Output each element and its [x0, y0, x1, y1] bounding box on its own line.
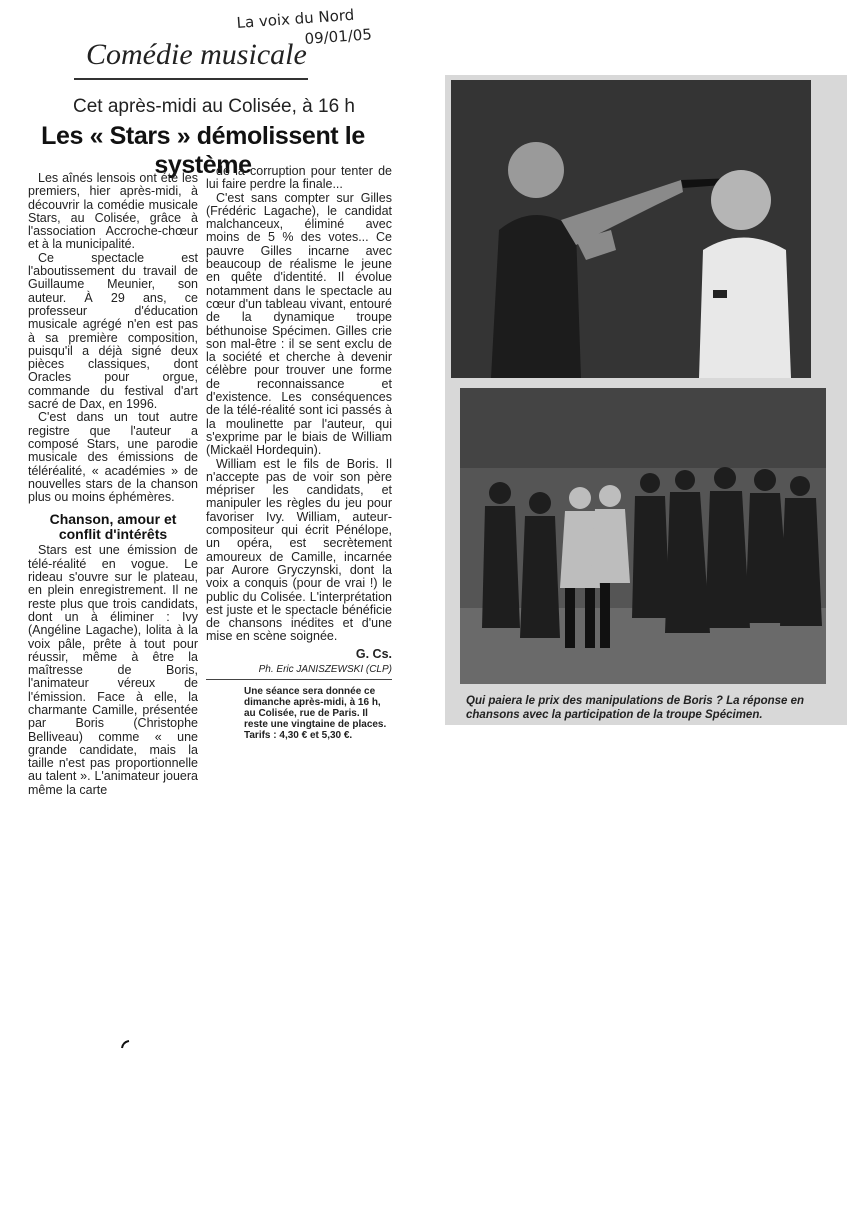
- article-column-1: [28, 172, 198, 797]
- stage-photo-troupe: [460, 388, 826, 684]
- stray-mark: [121, 1040, 130, 1049]
- paragraph: William est le fils de Boris. Il n'accepte pas de voir son père mépriser les candidats, et manipuler les règles du jeu pour favoriser Ivy. William, auteur-compositeur qui écrit Pénélope, un opéra, est secrètement amoureux de Camille, incarnée par Aurore Gryczynski, dont la voix a conquis (pour de vrai !) le public du Colisée. L'interprétation est juste et le spectacle bénéficie de chansons inédites et d'une mise en scène soignée.: [206, 456, 392, 644]
- paragraph: C'est dans un tout autre registre que l'auteur a composé Stars, une parodie musicale des émissions de téléréalité, « académies » de nouvelles stars de la chanson plus ou moins éphémères.: [28, 410, 198, 505]
- paragraph: Ce spectacle est l'aboutissement du travail de Guillaume Meunier, son auteur. À 29 ans, ce professeur d'éducation musicale agrégé n'en est pas à sa première composition, puisqu'il a déjà signé deux pièces classiques, dont Oracles pour orgue, commande du festival d'art sacré de Dax, en 1996.: [28, 250, 198, 412]
- stage-photo-duo: [451, 80, 811, 378]
- practical-info: Une séance sera donnée ce dimanche après-midi, à 16 h, au Colisée, rue de Paris. Il reste une vingtaine de places. Tarifs : 4,30 € et 5,30 €.: [244, 686, 387, 742]
- paragraph: Les aînés lensois ont été les premiers, hier après-midi, à découvrir la comédie musicale Stars, au Colisée, grâce à l'association Accroche-chœur et à la municipalité.: [28, 171, 198, 252]
- paragraph: de la corruption pour tenter de lui faire perdre la finale...: [206, 164, 392, 192]
- section-rubric: Comédie musicale: [86, 38, 307, 71]
- article-subhead: Chanson, amour et conflit d'intérêts: [49, 511, 177, 543]
- article-kicker: Cet après-midi au Colisée, à 16 h: [73, 96, 355, 117]
- photo-caption: Qui paiera le prix des manipulations de Boris ? La réponse en chansons avec la participation de la troupe Spécimen.: [466, 695, 805, 721]
- article-headline: Les « Stars » démolissent le système: [41, 122, 365, 179]
- paragraph: Stars est une émission de télé-réalité en vogue. Le rideau s'ouvre sur le plateau, en plein enregistrement. Il ne reste plus que trois candidats, dont un à éliminer : Ivy (Angéline Lagache), lolita à la voix pâle, prête à tout pour réussir, même à être la maîtresse de Boris, l'animateur véreux de l'émission. Face à elle, la charmante Camille, présentée par Boris (Christophe Belliveau) comme « une grande candidate, mais la taille n'est pas proportionnelle au talent ». L'animateur jouera même la carte: [28, 543, 198, 797]
- photo-credit: Ph. Eric JANISZEWSKI (CLP): [206, 663, 392, 680]
- paragraph: C'est sans compter sur Gilles (Frédéric Lagache), le candidat malchanceux, éliminé avec moins de 5 % des votes... Ce pauvre Gilles incarne avec beaucoup de réalisme le jeune en quête d'identité. Il évolue notamment dans le spectacle au cœur d'un tableau vivant, entouré de la dynamique troupe béthunoise Spécimen. Gilles crie son mal-être : il se sent exclu de la société et cherche à devenir célèbre pour trouver une forme de reconnaissance et d'existence. Les conséquences de la télé-réalité sont ici passés à la moulinette par l'auteur, qui s'exprime par le biais de William (Mickaël Hordequin).: [206, 190, 392, 458]
- handwritten-source: La voix du Nord: [236, 5, 355, 32]
- handwritten-date: 09/01/05: [304, 25, 373, 48]
- article-column-2: [206, 165, 392, 741]
- rubric-underline: [74, 78, 308, 80]
- author-signature: G. Cs.: [355, 646, 392, 661]
